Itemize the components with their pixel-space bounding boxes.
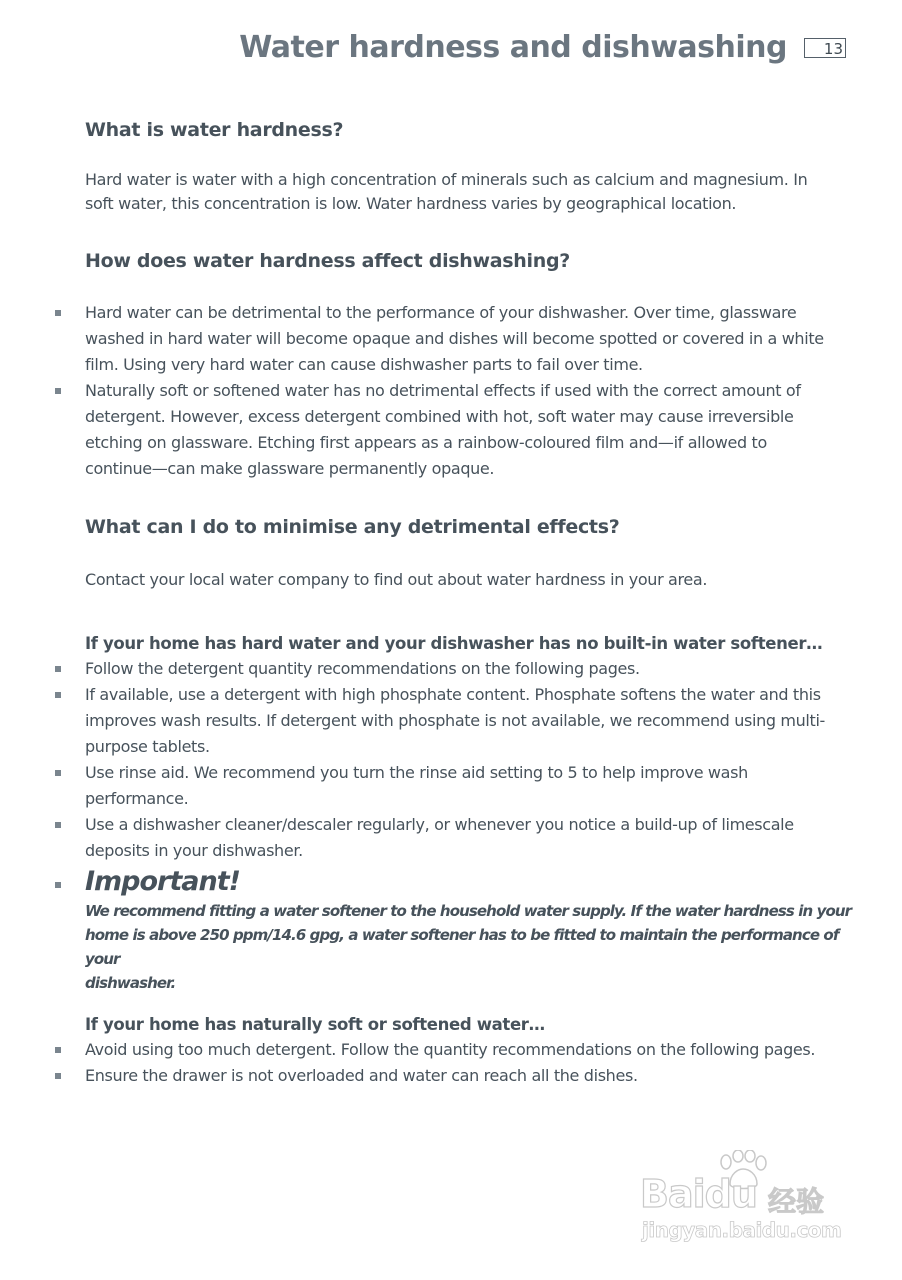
list-item: [85, 812, 855, 864]
watermark-url: jingyan.baidu.com: [642, 1218, 842, 1242]
watermark-brand: Baidu: [640, 1172, 757, 1216]
subheading: If your home has hard water and your dishwasher has no built-in water softener…: [85, 634, 823, 653]
paragraph-line: soft water, this concentration is low. Water hardness varies by geographical location.: [85, 194, 737, 213]
list-item-line: Use a dishwasher cleaner/descaler regularly, or whenever you notice a build-up of limescale: [85, 815, 794, 834]
subheading: If your home has naturally soft or softened water…: [85, 1015, 545, 1034]
important-line: home is above 250 ppm/14.6 gpg, a water softener has to be fitted to maintain the performance of your: [85, 926, 839, 968]
section-paragraph: [85, 568, 855, 592]
section-affect-dishwashing: [85, 250, 855, 272]
list-item-line: continue—can make glassware permanently opaque.: [85, 459, 495, 478]
list-item: [85, 300, 855, 378]
square-bullet-icon: [55, 770, 61, 776]
list-item: [85, 1037, 855, 1063]
list-item-line: washed in hard water will become opaque and dishes will become spotted or covered in a white: [85, 329, 824, 348]
list-item-line: detergent. However, excess detergent combined with hot, soft water may cause irreversible: [85, 407, 794, 426]
square-bullet-icon: [55, 388, 61, 394]
list-item-line: Ensure the drawer is not overloaded and water can reach all the dishes.: [85, 1066, 638, 1085]
important-title: Important!: [85, 866, 240, 897]
list-item-line: If available, use a detergent with high phosphate content. Phosphate softens the water and this: [85, 685, 821, 704]
list-item-line: purpose tablets.: [85, 737, 210, 756]
baidu-watermark: [640, 1150, 855, 1250]
square-bullet-icon: [55, 882, 61, 888]
list-item-line: Follow the detergent quantity recommendations on the following pages.: [85, 659, 640, 678]
square-bullet-icon: [55, 666, 61, 672]
section-paragraph: [85, 168, 855, 216]
soft-water-subheading-block: [85, 1015, 855, 1034]
square-bullet-icon: [55, 1073, 61, 1079]
paragraph-line: Contact your local water company to find out about water hardness in your area.: [85, 570, 708, 589]
watermark-sub: 经验: [768, 1185, 825, 1218]
list-item-line: Use rinse aid. We recommend you turn the rinse aid setting to 5 to help improve wash: [85, 763, 748, 782]
affect-bullet-list: [85, 300, 855, 482]
list-item-line: improves wash results. If detergent with phosphate is not available, we recommend using multi-: [85, 711, 825, 730]
important-line: We recommend fitting a water softener to the household water supply. If the water hardness in your: [85, 902, 852, 920]
list-item-line: film. Using very hard water can cause dishwasher parts to fail over time.: [85, 355, 643, 374]
important-notice: [85, 866, 855, 897]
list-item-line: etching on glassware. Etching first appears as a rainbow-coloured film and—if allowed to: [85, 433, 767, 452]
hard-water-subheading-block: [85, 634, 855, 653]
list-item: [85, 378, 855, 482]
important-line: dishwasher.: [85, 974, 176, 992]
page-title: Water hardness and dishwashing: [239, 30, 787, 65]
list-item-line: performance.: [85, 789, 189, 808]
square-bullet-icon: [55, 1047, 61, 1053]
section-heading: What can I do to minimise any detrimental effects?: [85, 516, 620, 538]
hard-water-bullet-list: [85, 656, 855, 864]
soft-water-bullet-list: [85, 1037, 855, 1089]
list-item-line: Hard water can be detrimental to the performance of your dishwasher. Over time, glassware: [85, 303, 797, 322]
section-heading: How does water hardness affect dishwashing?: [85, 250, 570, 272]
square-bullet-icon: [55, 822, 61, 828]
list-item: [85, 760, 855, 812]
list-item-line: deposits in your dishwasher.: [85, 841, 303, 860]
paragraph-line: Hard water is water with a high concentration of minerals such as calcium and magnesium. In: [85, 170, 808, 189]
section-water-hardness: [85, 119, 855, 141]
section-heading: What is water hardness?: [85, 119, 344, 141]
list-item: [85, 656, 855, 682]
list-item: [85, 682, 855, 760]
page-number: 13: [804, 38, 846, 58]
list-item-line: Naturally soft or softened water has no detrimental effects if used with the correct amount of: [85, 381, 801, 400]
square-bullet-icon: [55, 692, 61, 698]
important-text-block: [85, 899, 855, 995]
square-bullet-icon: [55, 310, 61, 316]
section-minimise-effects: [85, 516, 855, 538]
list-item: [85, 1063, 855, 1089]
list-item-line: Avoid using too much detergent. Follow the quantity recommendations on the following pages.: [85, 1040, 816, 1059]
